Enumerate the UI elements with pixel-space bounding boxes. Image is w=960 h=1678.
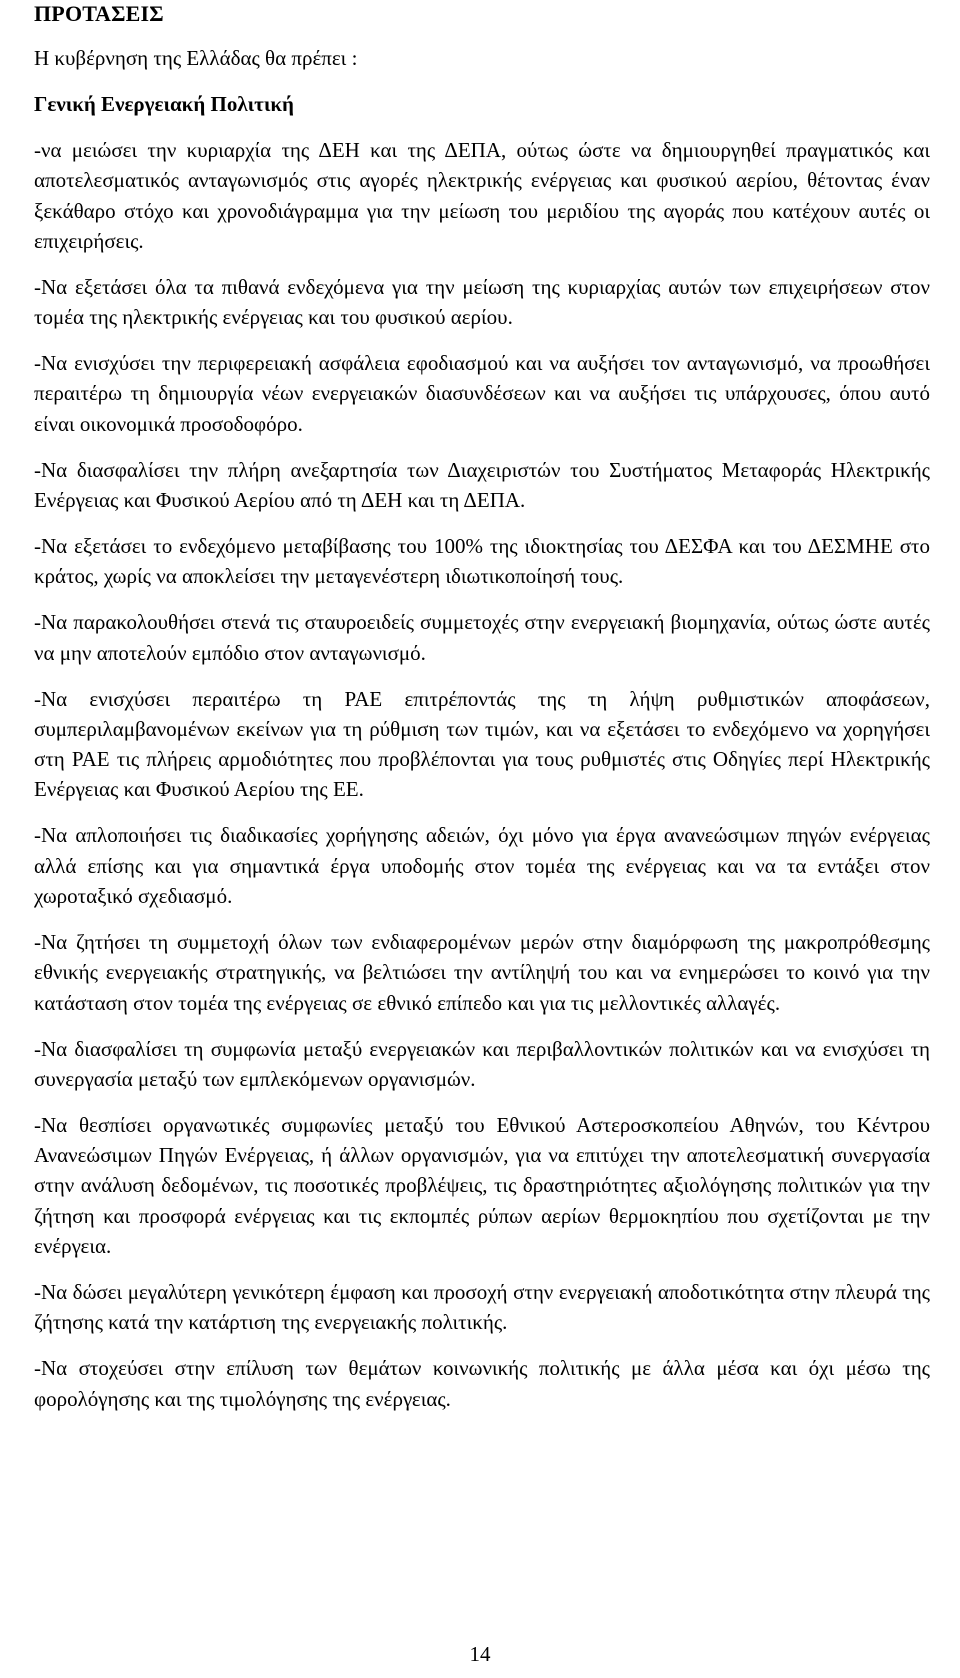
proposal-paragraph: -Να εξετάσει όλα τα πιθανά ενδεχόμενα για την μείωση της κυριαρχίας αυτών των επιχειρήσεων στον τομέα της ηλεκτρικής ενέργειας και του φυσικού αερίου. bbox=[34, 274, 930, 330]
proposal-paragraph: -Να στοχεύσει στην επίλυση των θεμάτων κοινωνικής πολιτικής με άλλα μέσα και όχι μέσω της φορολόγησης και της τιμολόγησης της ενέργειας. bbox=[34, 1356, 930, 1411]
page-title: ΠΡΟΤΑΣΕΙΣ bbox=[34, 1, 164, 26]
proposal-paragraph: -να μειώσει την κυριαρχία της ΔΕΗ και της ΔΕΠΑ, ούτως ώστε να δημιουργηθεί πραγματικός και αποτελεσματικός ανταγωνισμός στις αγορές ηλεκτρικής ενέργειας και φυσικού αερίου, θέτοντας έναν ξεκάθαρο στόχο και χρονοδιάγραμμα για την μείωση του μεριδίου της αγοράς που κατέχουν αυτές οι επιχειρήσεις. bbox=[34, 138, 930, 253]
proposal-paragraph: -Να διασφαλίσει τη συμφωνία μεταξύ ενεργειακών και περιβαλλοντικών πολιτικών και να ενισχύσει τη συνεργασία μεταξύ των εμπλεκόμενων οργανισμών. bbox=[34, 1036, 930, 1091]
proposal-paragraph: -Να παρακολουθήσει στενά τις σταυροειδείς συμμετοχές στην ενεργειακή βιομηχανία, ούτως ώστε αυτές να μην αποτελούν εμπόδιο στον ανταγωνισμό. bbox=[34, 610, 930, 665]
intro-line: Η κυβέρνηση της Ελλάδας θα πρέπει : bbox=[34, 46, 358, 70]
proposal-paragraph: -Να διασφαλίσει την πλήρη ανεξαρτησία των Διαχειριστών του Συστήματος Μεταφοράς Ηλεκτρικής Ενέργειας και Φυσικού Αερίου από τη ΔΕΗ και τη ΔΕΠΑ. bbox=[34, 457, 930, 513]
proposal-paragraph: -Να απλοποιήσει τις διαδικασίες χορήγησης αδειών, όχι μόνο για έργα ανανεώσιμων πηγών ενέργειας αλλά επίσης και για σημαντικά έργα υποδομής στον τομέα της ενέργειας και να τα εντάξει στον χωροταξικό σχεδιασμό. bbox=[34, 823, 930, 909]
proposal-paragraph: -Να ενισχύσει περαιτέρω τη ΡΑΕ επιτρέποντάς της τη λήψη ρυθμιστικών αποφάσεων, συμπεριλαμβανομένων εκείνων για τη ρύθμιση των τιμών, και να εξετάσει το ενδεχόμενο να χορηγήσει στη ΡΑΕ τις πλήρεις αρμοδιότητες που προβλέπονται για τους ρυθμιστές στις Οδηγίες περί Ηλεκτρικής Ενέργειας και Φυσικού Αερίου της ΕΕ. bbox=[34, 686, 930, 802]
proposals-list bbox=[34, 135, 930, 1414]
proposal-paragraph: -Να ενισχύσει την περιφερειακή ασφάλεια εφοδιασμού και να αυξήσει τον ανταγωνισμό, να προωθήσει περαιτέρω τη δημιουργία νέων ενεργειακών διασυνδέσεων και να αυξήσει τις υπάρχουσες, όπου αυτό είναι οικονομικά προσοδοφόρο. bbox=[34, 351, 930, 436]
proposal-paragraph: -Να δώσει μεγαλύτερη γενικότερη έμφαση και προσοχή στην ενεργειακή αποδοτικότητα στην πλευρά της ζήτησης κατά την κατάρτιση της ενεργειακής πολιτικής. bbox=[34, 1280, 930, 1335]
proposal-paragraph: -Να ζητήσει τη συμμετοχή όλων των ενδιαφερομένων μερών στην διαμόρφωση της μακροπρόθεσμης εθνικής ενεργειακής στρατηγικής, να βελτιώσει την αντίληψή του και να ενημερώσει το κοινό για την κατάσταση στον τομέα της ενέργειας σε εθνικό επίπεδο και για τις μελλοντικές αλλαγές. bbox=[34, 930, 930, 1015]
page-number: 14 bbox=[469, 1642, 491, 1666]
proposal-paragraph: -Να εξετάσει το ενδεχόμενο μεταβίβασης του 100% της ιδιοκτησίας του ΔΕΣΦΑ και του ΔΕΣΜΗΕ στο κράτος, χωρίς να αποκλείσει την μεταγενέστερη ιδιωτικοποίησή τους. bbox=[34, 534, 930, 589]
proposal-paragraph: -Να θεσπίσει οργανωτικές συμφωνίες μεταξύ του Εθνικού Αστεροσκοπείου Αθηνών, του Κέντρου Ανανεώσιμων Πηγών Ενέργειας, ή άλλων οργανισμών, για να επιτύχει την αποτελεσματική συνεργασία στην ανάλυση δεδομένων, τις ποσοτικές προβλέψεις, τις δραστηριότητες αξιολόγησης πολιτικών για την ζήτηση και προσφορά ενέργειας και τις εκπομπές ρύπων αερίων θερμοκηπίου που σχετίζονται με την ενέργεια. bbox=[34, 1112, 930, 1259]
section-heading: Γενική Ενεργειακή Πολιτική bbox=[34, 92, 294, 116]
